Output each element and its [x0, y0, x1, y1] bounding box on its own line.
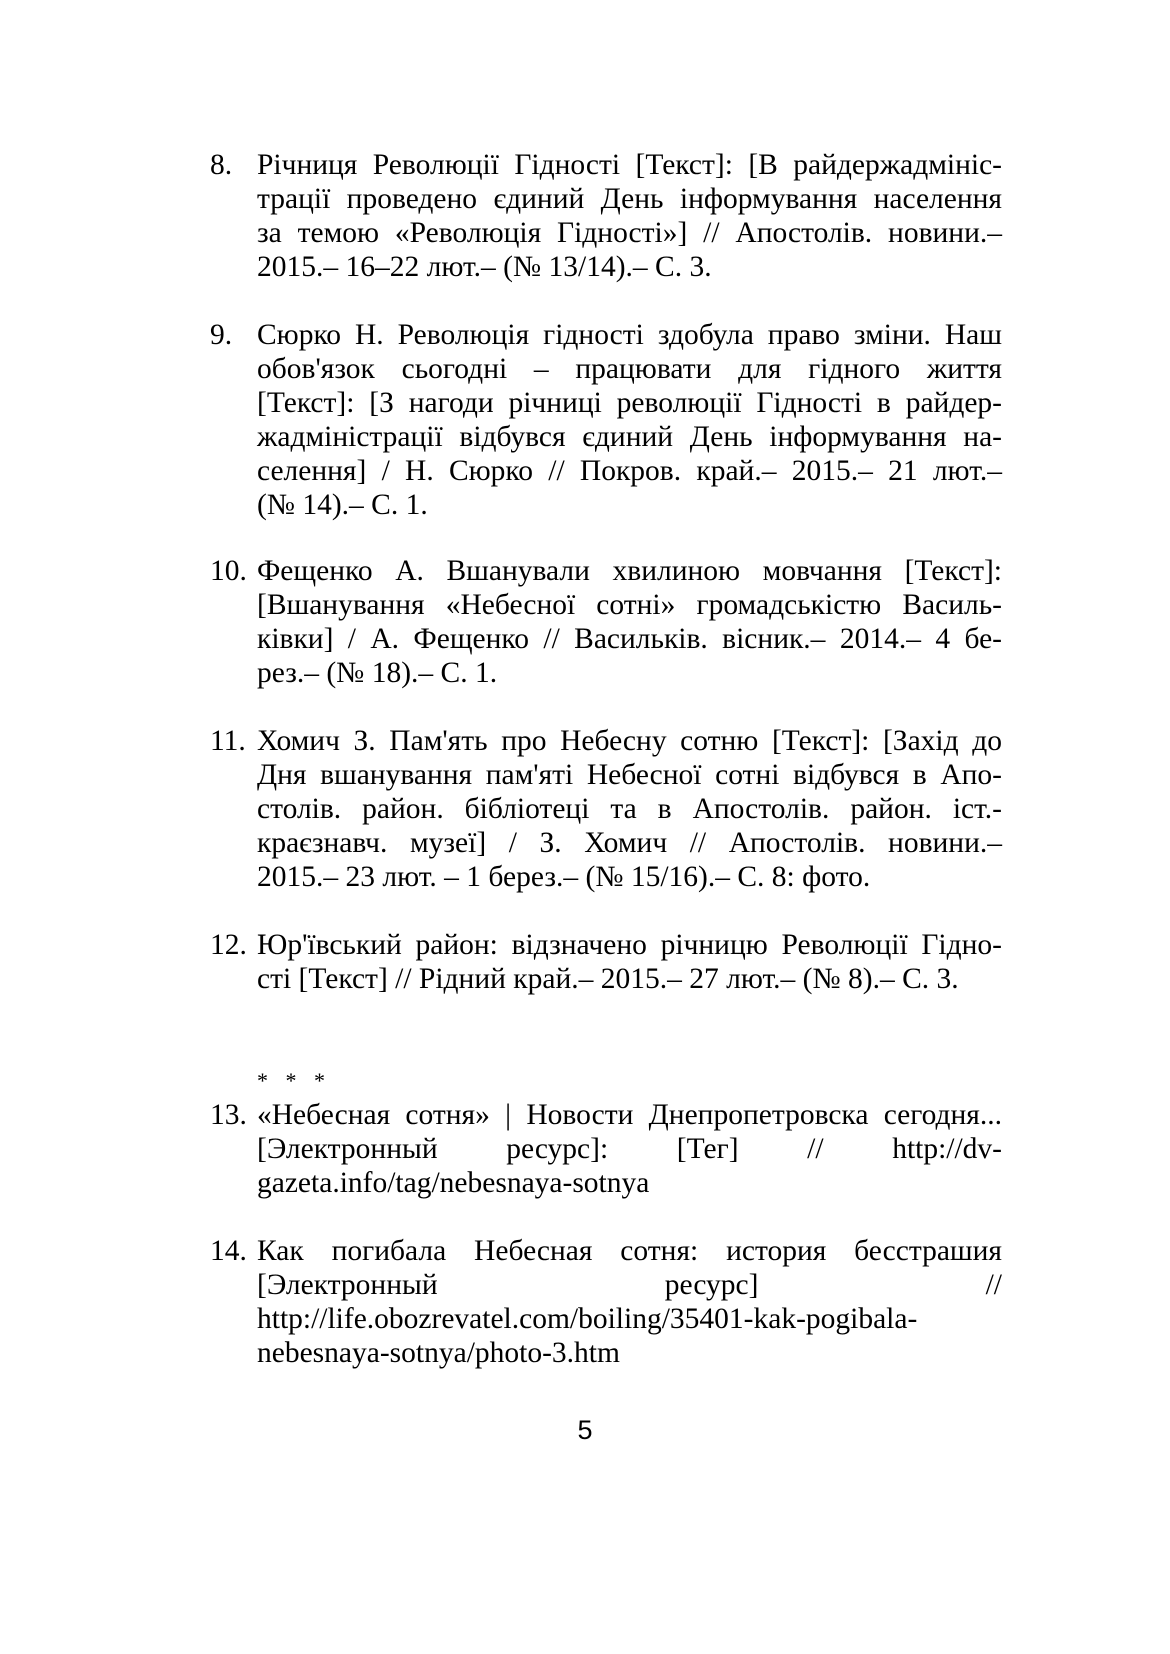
entry-number: 13.	[210, 1099, 247, 1131]
entry-number: 9.	[210, 319, 233, 351]
bibliography-entry	[210, 724, 1002, 894]
entry-number: 12.	[210, 929, 247, 961]
bibliography-entry	[210, 148, 1002, 284]
bibliography-entry	[210, 554, 1002, 690]
entry-line: столів. район. бібліотеці та в Апостолів. район. іст.-	[257, 793, 1002, 825]
entry-line: краєзнавч. музеї] / З. Хомич // Апостолів. новини.–	[257, 827, 1002, 859]
entry-line: gazeta.info/tag/nebesnaya-sotnya	[257, 1167, 650, 1199]
entry-line: Річниця Революції Гідності [Текст]: [В райдержадмініс-	[257, 149, 1002, 181]
entry-line: Дня вшанування пам'яті Небесної сотні відбувся в Апо-	[257, 759, 1002, 791]
entry-line: [Электронный ресурс]: [Тег] // http://dv-	[257, 1133, 1002, 1165]
entry-number: 10.	[210, 555, 247, 587]
entry-line: [Текст]: [З нагоди річниці революції Гідності в райдер-	[257, 387, 1002, 419]
entry-number: 14.	[210, 1235, 247, 1267]
entry-line: «Небесная сотня» | Новости Днепропетровска сегодня...	[257, 1099, 1002, 1131]
entry-line: Фещенко А. Вшанували хвилиною мовчання [Текст]:	[257, 555, 1002, 587]
entry-line: [Электронный ресурс] //	[257, 1269, 1002, 1301]
entry-line: [Вшанування «Небесної сотні» громадськістю Василь-	[257, 589, 1002, 621]
entry-line: Юр'ївський район: відзначено річницю Революції Гідно-	[257, 929, 1002, 961]
entry-number: 8.	[210, 149, 233, 181]
entry-line: жадміністрації відбувся єдиний День інформування на-	[257, 421, 1002, 453]
entry-line: 2015.– 23 лют. – 1 берез.– (№ 15/16).– С. 8: фото.	[257, 861, 871, 893]
bibliography-entry	[210, 1234, 1002, 1370]
entry-line: трації проведено єдиний День інформування населення	[257, 183, 1002, 215]
entry-line: 2015.– 16–22 лют.– (№ 13/14).– С. 3.	[257, 251, 712, 283]
entry-line: nebesnaya-sotnya/photo-3.htm	[257, 1337, 620, 1369]
entry-line: Хомич З. Пам'ять про Небесну сотню [Текст]: [Захід до	[257, 725, 1002, 757]
entry-line: рез.– (№ 18).– С. 1.	[257, 657, 498, 689]
page-number: 5	[577, 1415, 593, 1445]
entry-line: обов'язок сьогодні – працювати для гідного життя	[257, 353, 1002, 385]
section-separator: * * *	[257, 1068, 331, 1093]
entry-line: ківки] / А. Фещенко // Васильків. вісник.– 2014.– 4 бе-	[257, 623, 1002, 655]
entry-line: за темою «Революція Гідності»] // Апостолів. новини.–	[257, 217, 1002, 249]
entry-line: (№ 14).– С. 1.	[257, 489, 428, 521]
bibliography-entry	[210, 318, 1002, 522]
bibliography-entry	[210, 1098, 1002, 1200]
entry-line: селення] / Н. Сюрко // Покров. край.– 2015.– 21 лют.–	[257, 455, 1002, 487]
entry-line: http://life.obozrevatel.com/boiling/35401-kak-pogibala-	[257, 1303, 918, 1335]
entry-line: Как погибала Небесная сотня: история бесстрашия	[257, 1235, 1002, 1267]
entry-line: Сюрко Н. Революція гідності здобула право зміни. Наш	[257, 319, 1002, 351]
entry-line: сті [Текст] // Рідний край.– 2015.– 27 лют.– (№ 8).– С. 3.	[257, 963, 959, 995]
entry-number: 11.	[210, 725, 246, 757]
bibliography-entry	[210, 928, 1002, 996]
